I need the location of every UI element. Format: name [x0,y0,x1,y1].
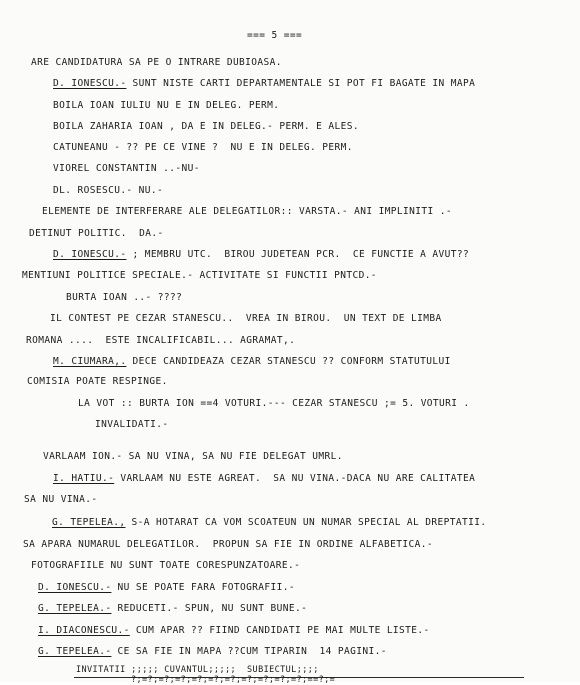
text-line: BOILA IOAN IULIU NU E IN DELEG. PERM. [53,100,280,111]
speaker-name: I. DIACONESCU.- [38,625,130,636]
page-number: === 5 === [247,30,303,41]
speaker-name: G. TEPELEA.- [38,603,112,614]
speaker-name: D. IONESCU.- [53,78,127,89]
speaker-text: DECE CANDIDEAZA CEZAR STANESCU ?? CONFORM STATUTULUI [126,356,451,367]
text-line: SA APARA NUMARUL DELEGATILOR. PROPUN SA FIE IN ORDINE ALFABETICA.- [23,539,434,550]
speaker-text: CUM APAR ?? FIIND CANDIDATI PE MAI MULTE LISTE.- [129,625,430,636]
speaker-text: ; MEMBRU UTC. BIROU JUDETEAN PCR. CE FUNCTIE A AVUT?? [126,249,470,260]
text-line: CATUNEANU - ?? PE CE VINE ? NU E IN DELEG. PERM. [53,142,353,153]
text-line: DL. ROSESCU.- NU.- [53,185,164,196]
text-line [38,646,387,658]
speaker-name: D. IONESCU.- [53,249,127,260]
text-line: SA NU VINA.- [24,494,98,505]
text-line [38,582,295,594]
text-line [53,356,451,368]
speaker-name: I. HATIU.- [53,473,115,484]
text-line: ROMANA .... ESTE INCALIFICABIL... AGRAMAT,. [26,335,296,346]
text-line: ELEMENTE DE INTERFERARE ALE DELEGATILOR:: VARSTA.- ANI IMPLINITI .- [42,206,453,217]
text-line [53,473,475,485]
text-line: BURTA IOAN ..- ???? [66,292,183,303]
speaker-text: S-A HOTARAT CA VOM SCOATEUN UN NUMAR SPECIAL AL DREPTATII. [125,517,487,528]
speaker-name: G. TEPELEA.- [38,646,112,657]
text-line: ARE CANDIDATURA SA PE O INTRARE DUBIOASA. [31,57,282,68]
speaker-name: G. TEPELEA., [52,517,126,528]
text-line: VARLAAM ION.- SA NU VINA, SA NU FIE DELEGAT UMRL. [43,451,343,462]
speaker-text: NU SE POATE FARA FOTOGRAFII.- [111,582,296,593]
text-line: VIOREL CONSTANTIN ..-NU- [53,163,200,174]
text-line: LA VOT :: BURTA ION ==4 VOTURI.--- CEZAR STANESCU ;= 5. VOTURI . [78,398,470,409]
text-line [52,517,487,529]
text-line: MENTIUNI POLITICE SPECIALE.- ACTIVITATE SI FUNCTII PNTCD.- [22,270,377,281]
text-line [38,625,430,637]
speaker-name: M. CIUMARA,. [53,356,127,367]
speaker-text: VARLAAM NU ESTE AGREAT. SA NU VINA.-DACA NU ARE CALITATEA [114,473,476,484]
text-line: IL CONTEST PE CEZAR STANESCU.. VREA IN BIROU. UN TEXT DE LIMBA [50,313,442,324]
text-line [53,249,469,261]
text-line: BOILA ZAHARIA IOAN , DA E IN DELEG.- PERM. E ALES. [53,121,359,132]
text-line: DETINUT POLITIC. DA.- [29,228,164,239]
speaker-text: SUNT NISTE CARTI DEPARTAMENTALE SI POT FI BAGATE IN MAPA [126,78,476,89]
text-line: INVITATII ;;;;; CUVANTUL;;;;; SUBIECTUL;;;; [76,665,319,675]
speaker-name: D. IONESCU.- [38,582,112,593]
text-line: COMISIA POATE RESPINGE. [27,376,168,387]
speaker-text: CE SA FIE IN MAPA ??CUM TIPARIN 14 PAGINI.- [111,646,387,657]
text-line [38,603,307,615]
text-line: INVALIDATI.- [95,419,169,430]
footer-separator: ?;=?;=?;=?;=?;=?;=?;=?;=?;=?;=?;==?;= [131,675,336,685]
text-line [53,78,475,90]
text-line: FOTOGRAFIILE NU SUNT TOATE CORESPUNZATOARE.- [31,560,301,571]
speaker-text: REDUCETI.- SPUN, NU SUNT BUNE.- [111,603,308,614]
